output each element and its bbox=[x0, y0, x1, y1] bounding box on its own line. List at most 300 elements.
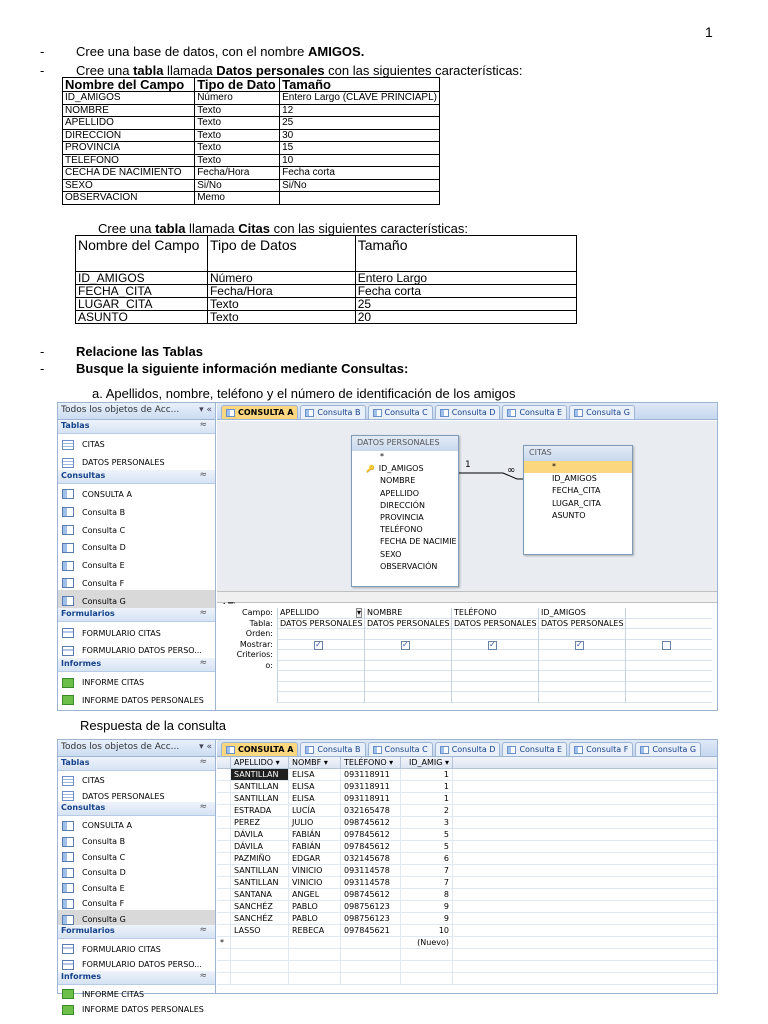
tab-consulta-f[interactable] bbox=[569, 742, 633, 756]
datasheet-row[interactable] bbox=[217, 925, 717, 937]
grid-empty-cell[interactable] bbox=[278, 692, 364, 703]
grid-empty-cell[interactable] bbox=[626, 671, 712, 682]
datasheet-cell[interactable]: 098745612 bbox=[341, 889, 401, 900]
grid-tabla-cell[interactable] bbox=[626, 619, 712, 630]
dropdown-arrow-icon[interactable]: ▾ bbox=[356, 608, 361, 617]
collapse-chevron-icon[interactable]: ≈ bbox=[199, 757, 207, 767]
row-selector[interactable] bbox=[217, 925, 231, 936]
nav-item[interactable] bbox=[58, 894, 215, 910]
datasheet-cell[interactable]: FABIÁN bbox=[289, 841, 341, 852]
nav-group-label: Consultas bbox=[61, 803, 106, 813]
table-cell: 20 bbox=[355, 311, 576, 324]
nav-item[interactable] bbox=[58, 640, 215, 658]
datasheet-cell[interactable]: 7 bbox=[401, 877, 453, 888]
navigation-pane bbox=[58, 740, 216, 1015]
datasheet-cell[interactable]: 032165478 bbox=[341, 805, 401, 816]
datasheet-cell[interactable]: 8 bbox=[401, 889, 453, 900]
table-cell: LUGAR_CITA bbox=[76, 298, 208, 311]
nav-item[interactable] bbox=[58, 452, 215, 470]
table-cell: ID_AMIGOS bbox=[76, 272, 208, 285]
datasheet-cell[interactable]: EDGAR bbox=[289, 853, 341, 864]
grid-criterios-cell[interactable] bbox=[539, 650, 625, 661]
nav-item-label: Consulta D bbox=[82, 543, 126, 553]
field-item[interactable]: ID_AMIGOS bbox=[552, 474, 597, 484]
show-checkbox[interactable] bbox=[314, 641, 323, 650]
datasheet-cell[interactable]: SANTILLAN bbox=[231, 865, 289, 876]
show-checkbox[interactable] bbox=[575, 641, 584, 650]
row-selector[interactable] bbox=[217, 865, 231, 876]
datasheet-cell[interactable]: VINICIO bbox=[289, 877, 341, 888]
horizontal-scrollbar[interactable] bbox=[217, 591, 717, 603]
grid-empty-cell[interactable] bbox=[539, 692, 625, 703]
datasheet-cell[interactable]: LUCÍA bbox=[289, 805, 341, 816]
datasheet-row[interactable] bbox=[217, 889, 717, 901]
document-tabs bbox=[217, 403, 717, 420]
query-design-grid bbox=[217, 604, 717, 710]
datasheet-row[interactable] bbox=[217, 793, 717, 805]
nav-item[interactable] bbox=[58, 622, 215, 640]
datasheet-cell[interactable]: 6 bbox=[401, 853, 453, 864]
bullet-2: - Cree una tabla llamada Datos personales con las siguientes características: bbox=[40, 63, 523, 78]
datasheet-cell[interactable] bbox=[231, 937, 289, 948]
tab-consulta-e[interactable] bbox=[502, 405, 567, 419]
empty-cell bbox=[217, 961, 231, 972]
datasheet-cell[interactable]: 093114578 bbox=[341, 865, 401, 876]
datasheet-cell[interactable]: SANCHÉZ bbox=[231, 901, 289, 912]
grid-empty-cell[interactable] bbox=[452, 671, 538, 682]
grid-orden-cell[interactable] bbox=[452, 629, 538, 640]
table-header-row bbox=[76, 236, 577, 272]
new-record-label: (Nuevo) bbox=[401, 937, 453, 948]
table-row bbox=[76, 285, 577, 298]
datasheet-cell[interactable]: PABLO bbox=[289, 913, 341, 924]
collapse-chevron-icon[interactable]: ≈ bbox=[199, 420, 207, 430]
datasheet-cell[interactable]: 093118911 bbox=[341, 793, 401, 804]
nav-item-label: FORMULARIO CITAS bbox=[82, 628, 161, 638]
field-item[interactable]: LUGAR_CITA bbox=[552, 498, 601, 508]
datasheet-cell[interactable] bbox=[341, 937, 401, 948]
table-cell: Fecha corta bbox=[280, 167, 440, 180]
datasheet-row[interactable] bbox=[217, 865, 717, 877]
datasheet-cell[interactable]: PEREZ bbox=[231, 817, 289, 828]
report-icon bbox=[62, 989, 74, 999]
tab-consulta-e[interactable] bbox=[502, 742, 567, 756]
nav-group-consultas[interactable] bbox=[58, 802, 215, 816]
datasheet-cell[interactable]: 098756123 bbox=[341, 901, 401, 912]
grid-criterios-cell[interactable] bbox=[452, 650, 538, 661]
field-item[interactable]: APELLIDO bbox=[380, 488, 420, 498]
field-item[interactable]: FECHA DE NACIMIE bbox=[380, 537, 457, 547]
grid-empty-cell[interactable] bbox=[365, 671, 451, 682]
empty-cell bbox=[231, 949, 289, 960]
table-cell: Entero Largo (CLAVE PRINCIAPL) bbox=[280, 92, 440, 105]
grid-campo-cell[interactable]: ID_AMIGOS bbox=[539, 608, 625, 619]
nav-item-label: DATOS PERSONALES bbox=[82, 458, 165, 468]
datasheet-cell[interactable]: 093114578 bbox=[341, 877, 401, 888]
grid-o-cell[interactable] bbox=[539, 661, 625, 672]
nav-item[interactable] bbox=[58, 910, 215, 926]
datasheet-row[interactable] bbox=[217, 769, 717, 781]
grid-campo-cell[interactable]: NOMBRE bbox=[365, 608, 451, 619]
select-all-cell[interactable] bbox=[217, 757, 231, 768]
grid-empty-cell[interactable] bbox=[452, 692, 538, 703]
nav-pane-controls[interactable]: ▾ « bbox=[199, 742, 212, 752]
column-header[interactable]: ID_AMIG ▾ bbox=[401, 757, 453, 768]
grid-empty-cell[interactable] bbox=[452, 682, 538, 693]
datasheet-cell[interactable]: SANTANA bbox=[231, 889, 289, 900]
collapse-chevron-icon[interactable]: ≈ bbox=[199, 925, 207, 936]
nav-item-label: Consulta G bbox=[82, 596, 126, 606]
datasheet-cell[interactable]: 7 bbox=[401, 865, 453, 876]
grid-o-cell[interactable] bbox=[365, 661, 451, 672]
nav-item[interactable] bbox=[58, 879, 215, 895]
grid-orden-cell[interactable] bbox=[365, 629, 451, 640]
nav-group-tablas[interactable] bbox=[58, 757, 215, 771]
collapse-chevron-icon[interactable]: ≈ bbox=[199, 802, 207, 813]
datasheet-cell[interactable]: 9 bbox=[401, 913, 453, 924]
grid-row-label: Mostrar: bbox=[239, 639, 273, 649]
grid-o-cell[interactable] bbox=[452, 661, 538, 672]
nav-item[interactable] bbox=[58, 985, 215, 1001]
grid-o-cell[interactable] bbox=[626, 661, 712, 672]
field-item[interactable]: PROVINCIA bbox=[380, 512, 424, 522]
query-result-datasheet bbox=[217, 757, 717, 993]
row-selector[interactable] bbox=[217, 793, 231, 804]
datasheet-cell[interactable]: ANGEL bbox=[289, 889, 341, 900]
datasheet-cell[interactable]: ESTRADA bbox=[231, 805, 289, 816]
datasheet-cell[interactable]: 1 bbox=[401, 769, 453, 780]
nav-group-label: Tablas bbox=[61, 421, 90, 430]
grid-column[interactable] bbox=[538, 608, 625, 703]
nav-group-informes[interactable] bbox=[58, 971, 215, 985]
nav-item[interactable] bbox=[58, 537, 215, 555]
table-cell: OBSERVACION bbox=[63, 192, 195, 205]
grid-orden-cell[interactable] bbox=[626, 629, 712, 640]
table-cell: Si/No bbox=[280, 179, 440, 192]
empty-cell bbox=[217, 949, 231, 960]
nav-item-label: Consulta E bbox=[82, 561, 125, 571]
query-icon bbox=[305, 746, 314, 754]
nav-item[interactable] bbox=[58, 519, 215, 537]
nav-group-tablas[interactable] bbox=[58, 420, 215, 434]
row-selector[interactable] bbox=[217, 877, 231, 888]
datasheet-cell[interactable]: 032145678 bbox=[341, 853, 401, 864]
query-icon bbox=[62, 507, 74, 517]
grid-empty-cell[interactable] bbox=[365, 682, 451, 693]
datasheet-cell[interactable]: 3 bbox=[401, 817, 453, 828]
query-icon bbox=[507, 746, 516, 754]
nav-item-label: FORMULARIO CITAS bbox=[82, 944, 161, 954]
tab-label: Consulta G bbox=[652, 745, 697, 754]
row-selector[interactable] bbox=[217, 817, 231, 828]
show-checkbox[interactable] bbox=[401, 641, 410, 650]
nav-item-label: Consulta B bbox=[82, 837, 126, 847]
row-selector[interactable] bbox=[217, 841, 231, 852]
datasheet-cell[interactable]: 097845612 bbox=[341, 829, 401, 840]
nav-group-label: Tablas bbox=[61, 758, 90, 767]
field-item[interactable]: SEXO bbox=[380, 549, 402, 559]
table-row bbox=[63, 104, 440, 117]
nav-pane-header[interactable]: Todos los objetos de Acc... ▾ « bbox=[58, 740, 215, 757]
grid-o-cell[interactable] bbox=[278, 661, 364, 672]
datasheet-cell[interactable]: SANCHÉZ bbox=[231, 913, 289, 924]
grid-orden-cell[interactable] bbox=[278, 629, 364, 640]
query-icon bbox=[640, 746, 649, 754]
tab-label: Consulta C bbox=[384, 408, 428, 417]
bullet-4: - Busque la siguiente información mediante Consultas: bbox=[40, 361, 409, 376]
datasheet-cell[interactable]: 5 bbox=[401, 841, 453, 852]
datasheet-cell[interactable]: SANTILLAN bbox=[231, 793, 289, 804]
grid-campo-cell[interactable]: APELLIDO ▾ bbox=[278, 608, 364, 619]
nav-item[interactable] bbox=[58, 847, 215, 863]
datasheet-cell[interactable]: PABLO bbox=[289, 901, 341, 912]
table-cell: 25 bbox=[280, 117, 440, 130]
table-header-cell: Tamaño bbox=[280, 78, 440, 92]
grid-empty-cell[interactable] bbox=[278, 682, 364, 693]
empty-cell bbox=[231, 961, 289, 972]
field-item[interactable]: OBSERVACIÓN bbox=[380, 561, 438, 571]
grid-orden-cell[interactable] bbox=[539, 629, 625, 640]
datasheet-row[interactable] bbox=[217, 841, 717, 853]
row-selector[interactable] bbox=[217, 781, 231, 792]
grid-empty-cell[interactable] bbox=[539, 671, 625, 682]
datasheet-cell[interactable]: SANTILLAN bbox=[231, 781, 289, 792]
nav-item[interactable] bbox=[58, 787, 215, 803]
grid-criterios-cell[interactable] bbox=[278, 650, 364, 661]
datasheet-cell[interactable]: 097845621 bbox=[341, 925, 401, 936]
datasheet-cell[interactable]: DÁVILA bbox=[231, 841, 289, 852]
new-record-row[interactable] bbox=[217, 937, 717, 949]
table-cell: PROVINCIA bbox=[63, 142, 195, 155]
table-row bbox=[63, 179, 440, 192]
tab-consulta-c[interactable] bbox=[368, 405, 433, 419]
collapse-chevron-icon[interactable]: ≈ bbox=[199, 608, 207, 619]
tab-consulta-g[interactable] bbox=[635, 742, 701, 756]
collapse-chevron-icon[interactable]: ≈ bbox=[199, 469, 207, 480]
datasheet-cell[interactable]: 098756123 bbox=[341, 913, 401, 924]
grid-column[interactable] bbox=[277, 608, 364, 703]
row-selector[interactable] bbox=[217, 769, 231, 780]
datasheet-cell[interactable]: VINICIO bbox=[289, 865, 341, 876]
tab-consulta-a[interactable] bbox=[221, 742, 298, 756]
tab-consulta-c[interactable] bbox=[368, 742, 433, 756]
datasheet-cell[interactable]: SANTILLAN bbox=[231, 877, 289, 888]
query-icon bbox=[62, 837, 74, 847]
tab-consulta-d[interactable] bbox=[435, 405, 501, 419]
tab-consulta-g[interactable] bbox=[569, 405, 635, 419]
nav-item[interactable] bbox=[58, 590, 215, 608]
table-icon bbox=[62, 440, 74, 450]
grid-empty-cell[interactable] bbox=[626, 692, 712, 703]
nav-item[interactable] bbox=[58, 484, 215, 502]
nav-group-formularios[interactable] bbox=[58, 925, 215, 939]
grid-tabla-cell[interactable]: DATOS PERSONALES bbox=[367, 618, 450, 628]
grid-column[interactable] bbox=[625, 608, 712, 703]
nav-group-label: Formularios bbox=[61, 926, 115, 936]
nav-item[interactable] bbox=[58, 863, 215, 879]
grid-column[interactable] bbox=[451, 608, 538, 703]
nav-item[interactable] bbox=[58, 771, 215, 787]
row-selector[interactable] bbox=[217, 901, 231, 912]
datasheet-cell[interactable]: FABIÁN bbox=[289, 829, 341, 840]
field-item[interactable]: * bbox=[524, 461, 632, 473]
tab-consulta-b[interactable] bbox=[300, 742, 365, 756]
datasheet-cell[interactable]: LASSO bbox=[231, 925, 289, 936]
datasheet-cell[interactable]: 098745612 bbox=[341, 817, 401, 828]
row-selector[interactable] bbox=[217, 805, 231, 816]
collapse-chevron-icon[interactable]: ≈ bbox=[199, 970, 207, 981]
table-row bbox=[63, 142, 440, 155]
grid-tabla-cell[interactable]: DATOS PERSONALES bbox=[280, 618, 363, 628]
nav-item[interactable] bbox=[58, 832, 215, 848]
datasheet-cell[interactable]: 2 bbox=[401, 805, 453, 816]
datasheet-cell[interactable]: 093118911 bbox=[341, 781, 401, 792]
empty-cell bbox=[341, 961, 401, 972]
field-item[interactable]: NOMBRE bbox=[380, 476, 416, 486]
table-row bbox=[63, 117, 440, 130]
grid-empty-cell[interactable] bbox=[278, 671, 364, 682]
row-selector[interactable] bbox=[217, 913, 231, 924]
nav-item[interactable] bbox=[58, 1000, 215, 1016]
datasheet-row[interactable] bbox=[217, 913, 717, 925]
nav-item[interactable] bbox=[58, 816, 215, 832]
table-cell: Texto bbox=[195, 154, 280, 167]
grid-empty-cell[interactable] bbox=[365, 692, 451, 703]
tab-consulta-d[interactable] bbox=[435, 742, 501, 756]
nav-item[interactable] bbox=[58, 434, 215, 452]
table-cell bbox=[280, 192, 440, 205]
collapse-chevron-icon[interactable]: ≈ bbox=[199, 657, 207, 668]
grid-row-label: Criterios: bbox=[236, 650, 273, 659]
table-cell: APELLIDO bbox=[63, 117, 195, 130]
datasheet-cell[interactable]: 10 bbox=[401, 925, 453, 936]
field-item[interactable]: FECHA_CITA bbox=[552, 486, 601, 496]
datasheet-cell[interactable]: ELISA bbox=[289, 793, 341, 804]
datasheet-row[interactable] bbox=[217, 829, 717, 841]
datasheet-row[interactable] bbox=[217, 901, 717, 913]
field-item[interactable]: TELÉFONO bbox=[380, 525, 423, 535]
table-cell: Texto bbox=[195, 129, 280, 142]
tab-consulta-a[interactable] bbox=[221, 405, 298, 419]
show-checkbox[interactable] bbox=[662, 641, 671, 650]
datasheet-cell[interactable] bbox=[289, 937, 341, 948]
datasheet-cell[interactable]: 1 bbox=[401, 793, 453, 804]
query-design-area bbox=[217, 421, 717, 591]
grid-tabla-cell[interactable]: DATOS PERSONALES bbox=[454, 618, 537, 628]
grid-mostrar-cell bbox=[539, 640, 625, 651]
datasheet-row[interactable] bbox=[217, 877, 717, 889]
datasheet-cell[interactable]: PAZMIÑO bbox=[231, 853, 289, 864]
grid-criterios-cell[interactable] bbox=[626, 650, 712, 661]
nav-group-formularios[interactable] bbox=[58, 608, 215, 622]
grid-row-label: o: bbox=[265, 660, 273, 670]
column-header[interactable]: TELÉFONO ▾ bbox=[341, 757, 401, 768]
nav-item[interactable] bbox=[58, 955, 215, 971]
grid-campo-cell[interactable] bbox=[626, 608, 712, 619]
grid-campo-cell[interactable]: TELÉFONO bbox=[452, 608, 538, 619]
datasheet-cell[interactable]: 5 bbox=[401, 829, 453, 840]
relation-one-label: 1 bbox=[465, 460, 471, 470]
table-header-row bbox=[63, 78, 440, 92]
nav-item[interactable] bbox=[58, 672, 215, 690]
grid-tabla-cell[interactable]: DATOS PERSONALES bbox=[541, 618, 624, 628]
query-icon bbox=[574, 409, 583, 417]
datasheet-row[interactable] bbox=[217, 817, 717, 829]
grid-row-label: Orden: bbox=[245, 629, 273, 638]
query-icon bbox=[305, 409, 314, 417]
nav-item[interactable] bbox=[58, 501, 215, 519]
table-cell: Fecha/Hora bbox=[207, 285, 355, 298]
table-cell: Texto bbox=[195, 117, 280, 130]
empty-row bbox=[217, 949, 717, 961]
table-cell: Número bbox=[195, 92, 280, 105]
nav-item-label: CONSULTA A bbox=[82, 821, 132, 831]
field-item[interactable]: DIRECCIÓN bbox=[380, 500, 425, 510]
field-item[interactable]: ASUNTO bbox=[552, 510, 586, 520]
nav-pane-controls[interactable]: ▾ « bbox=[199, 405, 212, 415]
tab-label: Consulta B bbox=[317, 745, 361, 754]
nav-item-label: CONSULTA A bbox=[82, 489, 132, 499]
grid-column[interactable] bbox=[364, 608, 451, 703]
nav-pane-header[interactable]: Todos los objetos de Acc... ▾ « bbox=[58, 403, 215, 420]
nav-item[interactable] bbox=[58, 939, 215, 955]
table-cell: DIRECCION bbox=[63, 129, 195, 142]
form-icon bbox=[62, 944, 74, 954]
datasheet-cell[interactable]: ELISA bbox=[289, 781, 341, 792]
query-icon bbox=[507, 409, 516, 417]
datasheet-row[interactable] bbox=[217, 781, 717, 793]
tab-consulta-b[interactable] bbox=[300, 405, 365, 419]
datasheet-cell[interactable]: 097845612 bbox=[341, 841, 401, 852]
nav-group-consultas[interactable] bbox=[58, 470, 215, 484]
nav-item[interactable] bbox=[58, 573, 215, 591]
grid-mostrar-cell bbox=[278, 640, 364, 651]
row-selector[interactable] bbox=[217, 829, 231, 840]
datasheet-cell[interactable]: DÁVILA bbox=[231, 829, 289, 840]
grid-criterios-cell[interactable] bbox=[365, 650, 451, 661]
datasheet-cell[interactable]: 093118911 bbox=[341, 769, 401, 780]
table-cell: 30 bbox=[280, 129, 440, 142]
nav-item-label: Consulta B bbox=[82, 507, 126, 517]
nav-item-label: Consulta E bbox=[82, 883, 125, 893]
table-cell: NOMBRE bbox=[63, 104, 195, 117]
nav-item[interactable] bbox=[58, 690, 215, 708]
row-selector[interactable] bbox=[217, 853, 231, 864]
datasheet-cell[interactable]: SANTILLAN bbox=[231, 769, 289, 780]
tab-label: Consulta E bbox=[519, 408, 563, 417]
tab-label: CONSULTA A bbox=[238, 745, 294, 754]
datasheet-cell[interactable]: 1 bbox=[401, 781, 453, 792]
datasheet-cell[interactable]: ELISA bbox=[289, 769, 341, 780]
show-checkbox[interactable] bbox=[488, 641, 497, 650]
datasheet-cell[interactable]: 9 bbox=[401, 901, 453, 912]
column-header[interactable]: APELLIDO ▾ bbox=[231, 757, 289, 768]
grid-empty-cell[interactable] bbox=[626, 682, 712, 693]
table-box-title: DATOS PERSONALES bbox=[352, 436, 458, 451]
datasheet-cell[interactable]: REBECA bbox=[289, 925, 341, 936]
datasheet-cell[interactable]: JULIO bbox=[289, 817, 341, 828]
field-item[interactable]: * bbox=[380, 452, 384, 461]
column-header[interactable]: NOMBF ▾ bbox=[289, 757, 341, 768]
datasheet-row[interactable] bbox=[217, 805, 717, 817]
row-selector[interactable] bbox=[217, 889, 231, 900]
nav-group-informes[interactable] bbox=[58, 658, 215, 672]
grid-empty-cell[interactable] bbox=[539, 682, 625, 693]
navigation-pane bbox=[58, 403, 216, 710]
report-icon bbox=[62, 1005, 74, 1015]
datasheet-row[interactable] bbox=[217, 853, 717, 865]
nav-item[interactable] bbox=[58, 555, 215, 573]
